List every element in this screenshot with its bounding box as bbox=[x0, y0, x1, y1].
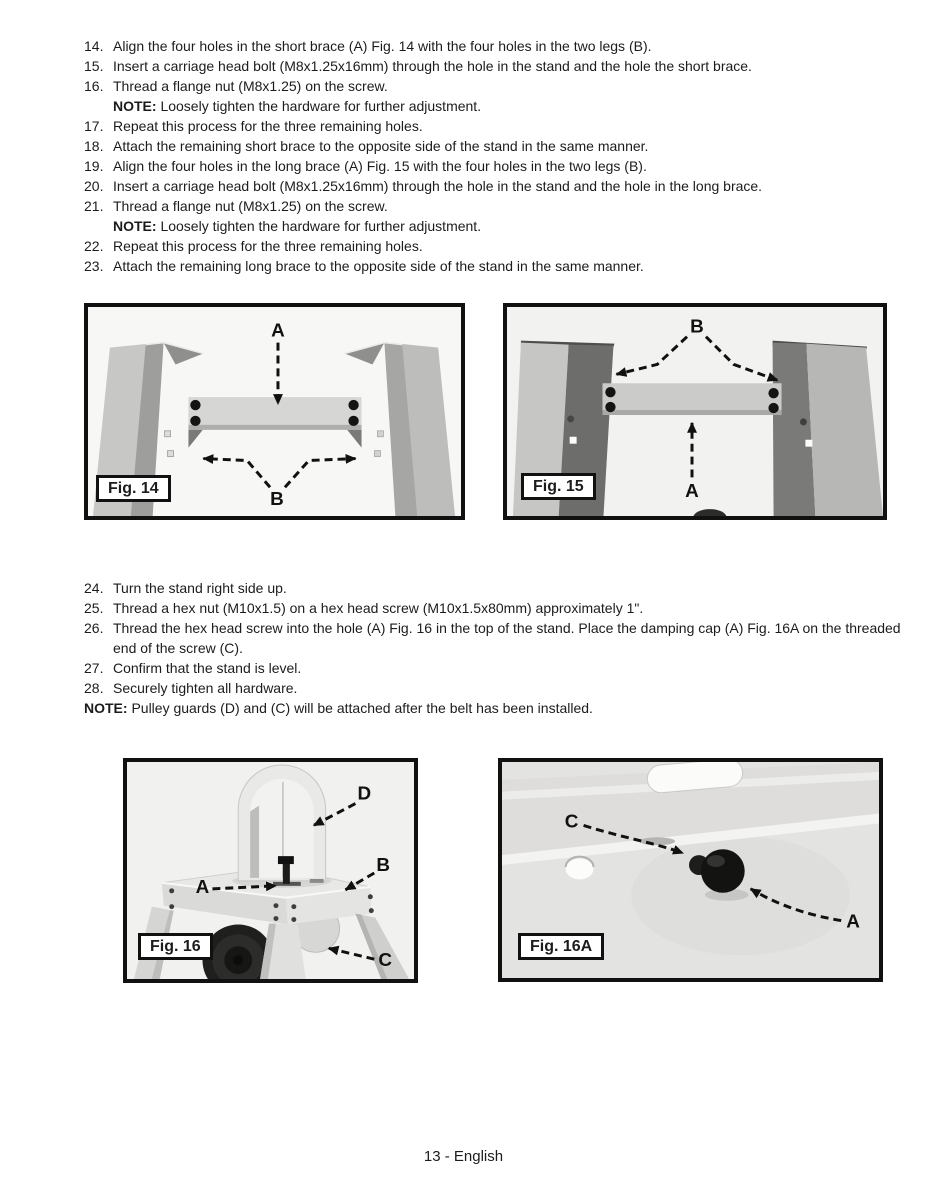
instruction-step bbox=[84, 116, 924, 136]
fig14-caption: Fig. 14 bbox=[96, 475, 171, 502]
note-label: NOTE: bbox=[113, 98, 157, 114]
step-text: NOTE: Loosely tighten the hardware for further adjustment. bbox=[113, 218, 482, 234]
step-number: 21. bbox=[84, 198, 104, 214]
instruction-step bbox=[84, 578, 924, 598]
step-text: Confirm that the stand is level. bbox=[113, 660, 302, 676]
step-number: 20. bbox=[84, 178, 104, 194]
fig14-callout-a-label: A bbox=[271, 319, 285, 341]
step-number: 28. bbox=[84, 680, 104, 696]
step-text: Align the four holes in the short brace (A) Fig. 14 with the four holes in the two legs (B). bbox=[113, 38, 652, 54]
note-line bbox=[84, 216, 924, 236]
note-label: NOTE: bbox=[113, 218, 157, 234]
instruction-step bbox=[84, 136, 924, 156]
instruction-step bbox=[84, 196, 924, 216]
instruction-step bbox=[84, 678, 924, 698]
note-text: Pulley guards (D) and (C) will be attached after the belt has been installed. bbox=[127, 700, 593, 716]
fig16-callout-d-label: D bbox=[357, 782, 372, 804]
step-number: 15. bbox=[84, 58, 104, 74]
step-number: 19. bbox=[84, 158, 104, 174]
instruction-step bbox=[84, 658, 924, 678]
step-text: Thread a hex nut (M10x1.5) on a hex head screw (M10x1.5x80mm) approximately 1". bbox=[113, 600, 644, 616]
fig16-caption: Fig. 16 bbox=[138, 933, 213, 960]
step-number: 23. bbox=[84, 258, 104, 274]
fig16-callout-b-label: B bbox=[376, 854, 391, 875]
instruction-step bbox=[84, 36, 924, 56]
fig15-callout-b-label: B bbox=[690, 315, 704, 337]
step-number: 17. bbox=[84, 118, 104, 134]
step-text: Insert a carriage head bolt (M8x1.25x16mm) through the hole in the stand and the hole the short brace. bbox=[113, 58, 752, 74]
instruction-step bbox=[84, 598, 924, 618]
instruction-list-upper bbox=[84, 36, 924, 276]
figure-15-panel bbox=[503, 303, 887, 520]
fig16a-callout-a-label: A bbox=[846, 910, 860, 932]
instruction-step bbox=[84, 236, 924, 256]
step-text: Turn the stand right side up. bbox=[113, 580, 287, 596]
step-number: 26. bbox=[84, 620, 104, 636]
step-text: NOTE: Loosely tighten the hardware for further adjustment. bbox=[113, 98, 482, 114]
figure-16a-panel bbox=[498, 758, 883, 982]
step-number: 18. bbox=[84, 138, 104, 154]
step-number: 25. bbox=[84, 600, 104, 616]
step-text: Insert a carriage head bolt (M8x1.25x16mm) through the hole in the stand and the hole in the long brace. bbox=[113, 178, 763, 194]
instruction-step bbox=[84, 56, 924, 76]
page-footer: 13 - English bbox=[423, 1148, 504, 1165]
instruction-step bbox=[84, 176, 924, 196]
step-number bbox=[84, 216, 113, 236]
instruction-list-lower bbox=[84, 578, 924, 718]
figure-16-panel bbox=[123, 758, 418, 983]
instruction-step bbox=[84, 76, 924, 96]
instruction-step bbox=[84, 618, 924, 658]
instruction-step bbox=[84, 256, 924, 276]
fig16a-caption: Fig. 16A bbox=[518, 933, 604, 960]
step-text: Attach the remaining long brace to the opposite side of the stand in the same manner. bbox=[113, 258, 644, 274]
step-number: 14. bbox=[84, 38, 104, 54]
step-text: Thread the hex head screw into the hole (A) Fig. 16 in the top of the stand. Place the damping cap (A) Fig. 16A on the threaded end of the screw (C). bbox=[113, 620, 901, 656]
note-label: NOTE: bbox=[84, 700, 128, 716]
fig15-callout-a-label: A bbox=[685, 480, 699, 502]
note-line bbox=[84, 698, 924, 718]
figure-14-panel bbox=[84, 303, 465, 520]
fig16-callout-c-label: C bbox=[378, 949, 393, 971]
step-text: Repeat this process for the three remaining holes. bbox=[113, 118, 423, 134]
step-number: 27. bbox=[84, 660, 104, 676]
step-text: Attach the remaining short brace to the opposite side of the stand in the same manner. bbox=[113, 138, 649, 154]
step-number bbox=[84, 96, 113, 116]
step-number: 16. bbox=[84, 78, 104, 94]
step-number: 24. bbox=[84, 580, 104, 596]
fig14-callout-b-label: B bbox=[270, 488, 284, 510]
fig15-caption: Fig. 15 bbox=[521, 473, 596, 500]
step-text: Thread a flange nut (M8x1.25) on the screw. bbox=[113, 78, 388, 94]
step-text: Securely tighten all hardware. bbox=[113, 680, 298, 696]
fig16a-callout-c-label: C bbox=[564, 810, 579, 832]
step-text: Thread a flange nut (M8x1.25) on the screw. bbox=[113, 198, 388, 214]
instruction-step bbox=[84, 156, 924, 176]
step-text: Align the four holes in the long brace (A) Fig. 15 with the four holes in the two legs (B). bbox=[113, 158, 647, 174]
step-number: 22. bbox=[84, 238, 104, 254]
note-line bbox=[84, 96, 924, 116]
fig16-callout-a-label: A bbox=[195, 875, 210, 897]
step-text: Repeat this process for the three remaining holes. bbox=[113, 238, 423, 254]
